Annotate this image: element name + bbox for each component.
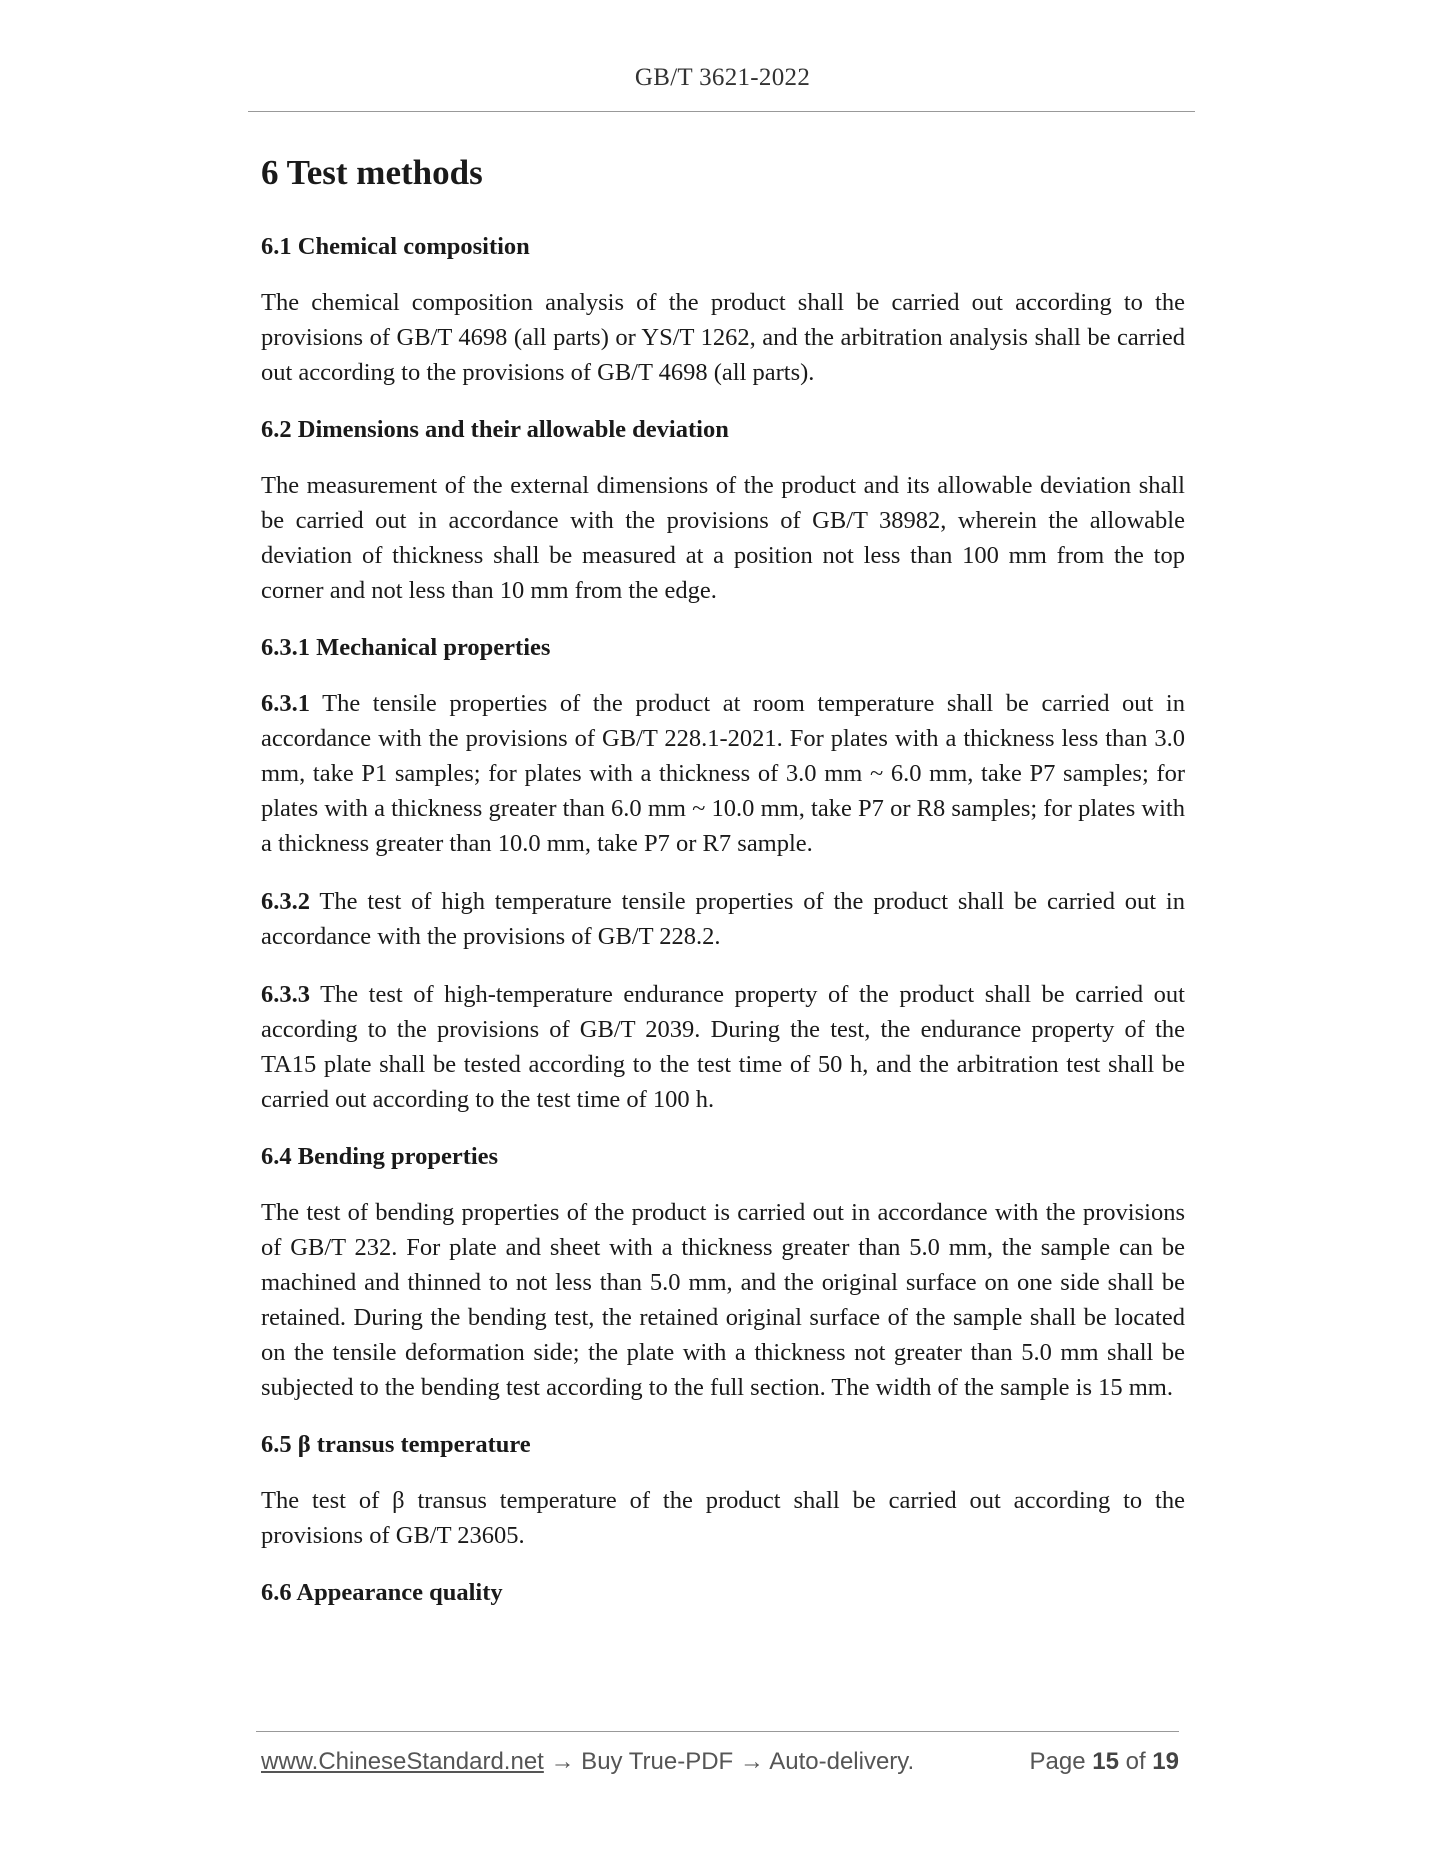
page-current: 15	[1092, 1748, 1119, 1775]
clause-6-3-1	[261, 686, 1185, 861]
clause-6-3-3	[261, 977, 1185, 1117]
section-body-6-2: The measurement of the external dimensions of the product and its allowable deviation shall be carried out in accordance with the provisions of GB/T 38982, wherein the allowable deviation of thickness shall be measured at a position not less than 100 mm from the top corner and not less than 10 mm from the edge.	[261, 471, 1185, 604]
section-heading-6-1: 6.1 Chemical composition	[261, 232, 530, 260]
page-label: Page	[1029, 1748, 1086, 1775]
clause-number: 6.3.1	[261, 689, 310, 717]
section-heading-6-2: 6.2 Dimensions and their allowable deviation	[261, 415, 729, 443]
section-heading-6-4: 6.4 Bending properties	[261, 1142, 499, 1170]
clause-6-3-2	[261, 884, 1185, 954]
of-label: of	[1125, 1748, 1146, 1775]
page-indicator	[1030, 1748, 1180, 1776]
header-divider	[248, 111, 1195, 112]
clause-text: The test of high temperature tensile properties of the product shall be carried out in accordance with the provisions of GB/T 228.2.	[261, 887, 1185, 950]
footer-divider	[256, 1731, 1179, 1732]
page-footer	[261, 1748, 1179, 1776]
section-heading-6-6: 6.6 Appearance quality	[261, 1578, 503, 1606]
clause-text: The test of high-temperature endurance property of the product shall be carried out according to the provisions of GB/T 2039. During the test, the endurance property of the TA15 plate shall be tested according to the test time of 50 h, and the arbitration test shall be carried out according to the test time of 100 h.	[261, 980, 1185, 1113]
clause-number: 6.3.2	[261, 887, 310, 915]
chapter-title: 6 Test methods	[261, 153, 483, 192]
header-standard-id: GB/T 3621-2022	[634, 64, 811, 91]
footer-promo: → Buy True-PDF → Auto-delivery.	[543, 1748, 915, 1775]
section-body-6-5: The test of β transus temperature of the product shall be carried out according to the provisions of GB/T 23605.	[261, 1486, 1185, 1549]
section-heading-6-5: 6.5 β transus temperature	[261, 1430, 531, 1458]
clause-text: The tensile properties of the product at room temperature shall be carried out in accordance with the provisions of GB/T 228.1-2021. For plates with a thickness less than 3.0 mm, take P1 samples; for plates with a thickness of 3.0 mm ~ 6.0 mm, take P7 samples; for plates with a thickness greater than 6.0 mm ~ 10.0 mm, take P7 or R8 samples; for plates with a thickness greater than 10.0 mm, take P7 or R7 sample.	[261, 689, 1185, 857]
site-link[interactable]: www.ChineseStandard.net	[261, 1748, 544, 1775]
section-body-6-1: The chemical composition analysis of the product shall be carried out according to the provisions of GB/T 4698 (all parts) or YS/T 1262, and the arbitration analysis shall be carried out according to the provisions of GB/T 4698 (all parts).	[261, 288, 1185, 386]
section-heading-6-3: 6.3.1 Mechanical properties	[261, 633, 551, 661]
section-body-6-4: The test of bending properties of the product is carried out in accordance with the provisions of GB/T 232. For plate and sheet with a thickness greater than 5.0 mm, the sample can be machined and thinned to not less than 5.0 mm, and the original surface on one side shall be retained. During the bending test, the retained original surface of the sample shall be located on the tensile deformation side; the plate with a thickness not greater than 5.0 mm shall be subjected to the bending test according to the full section. The width of the sample is 15 mm.	[261, 1198, 1185, 1401]
page-total: 19	[1152, 1748, 1179, 1775]
clause-number: 6.3.3	[261, 980, 310, 1008]
page-content	[261, 150, 1185, 1631]
